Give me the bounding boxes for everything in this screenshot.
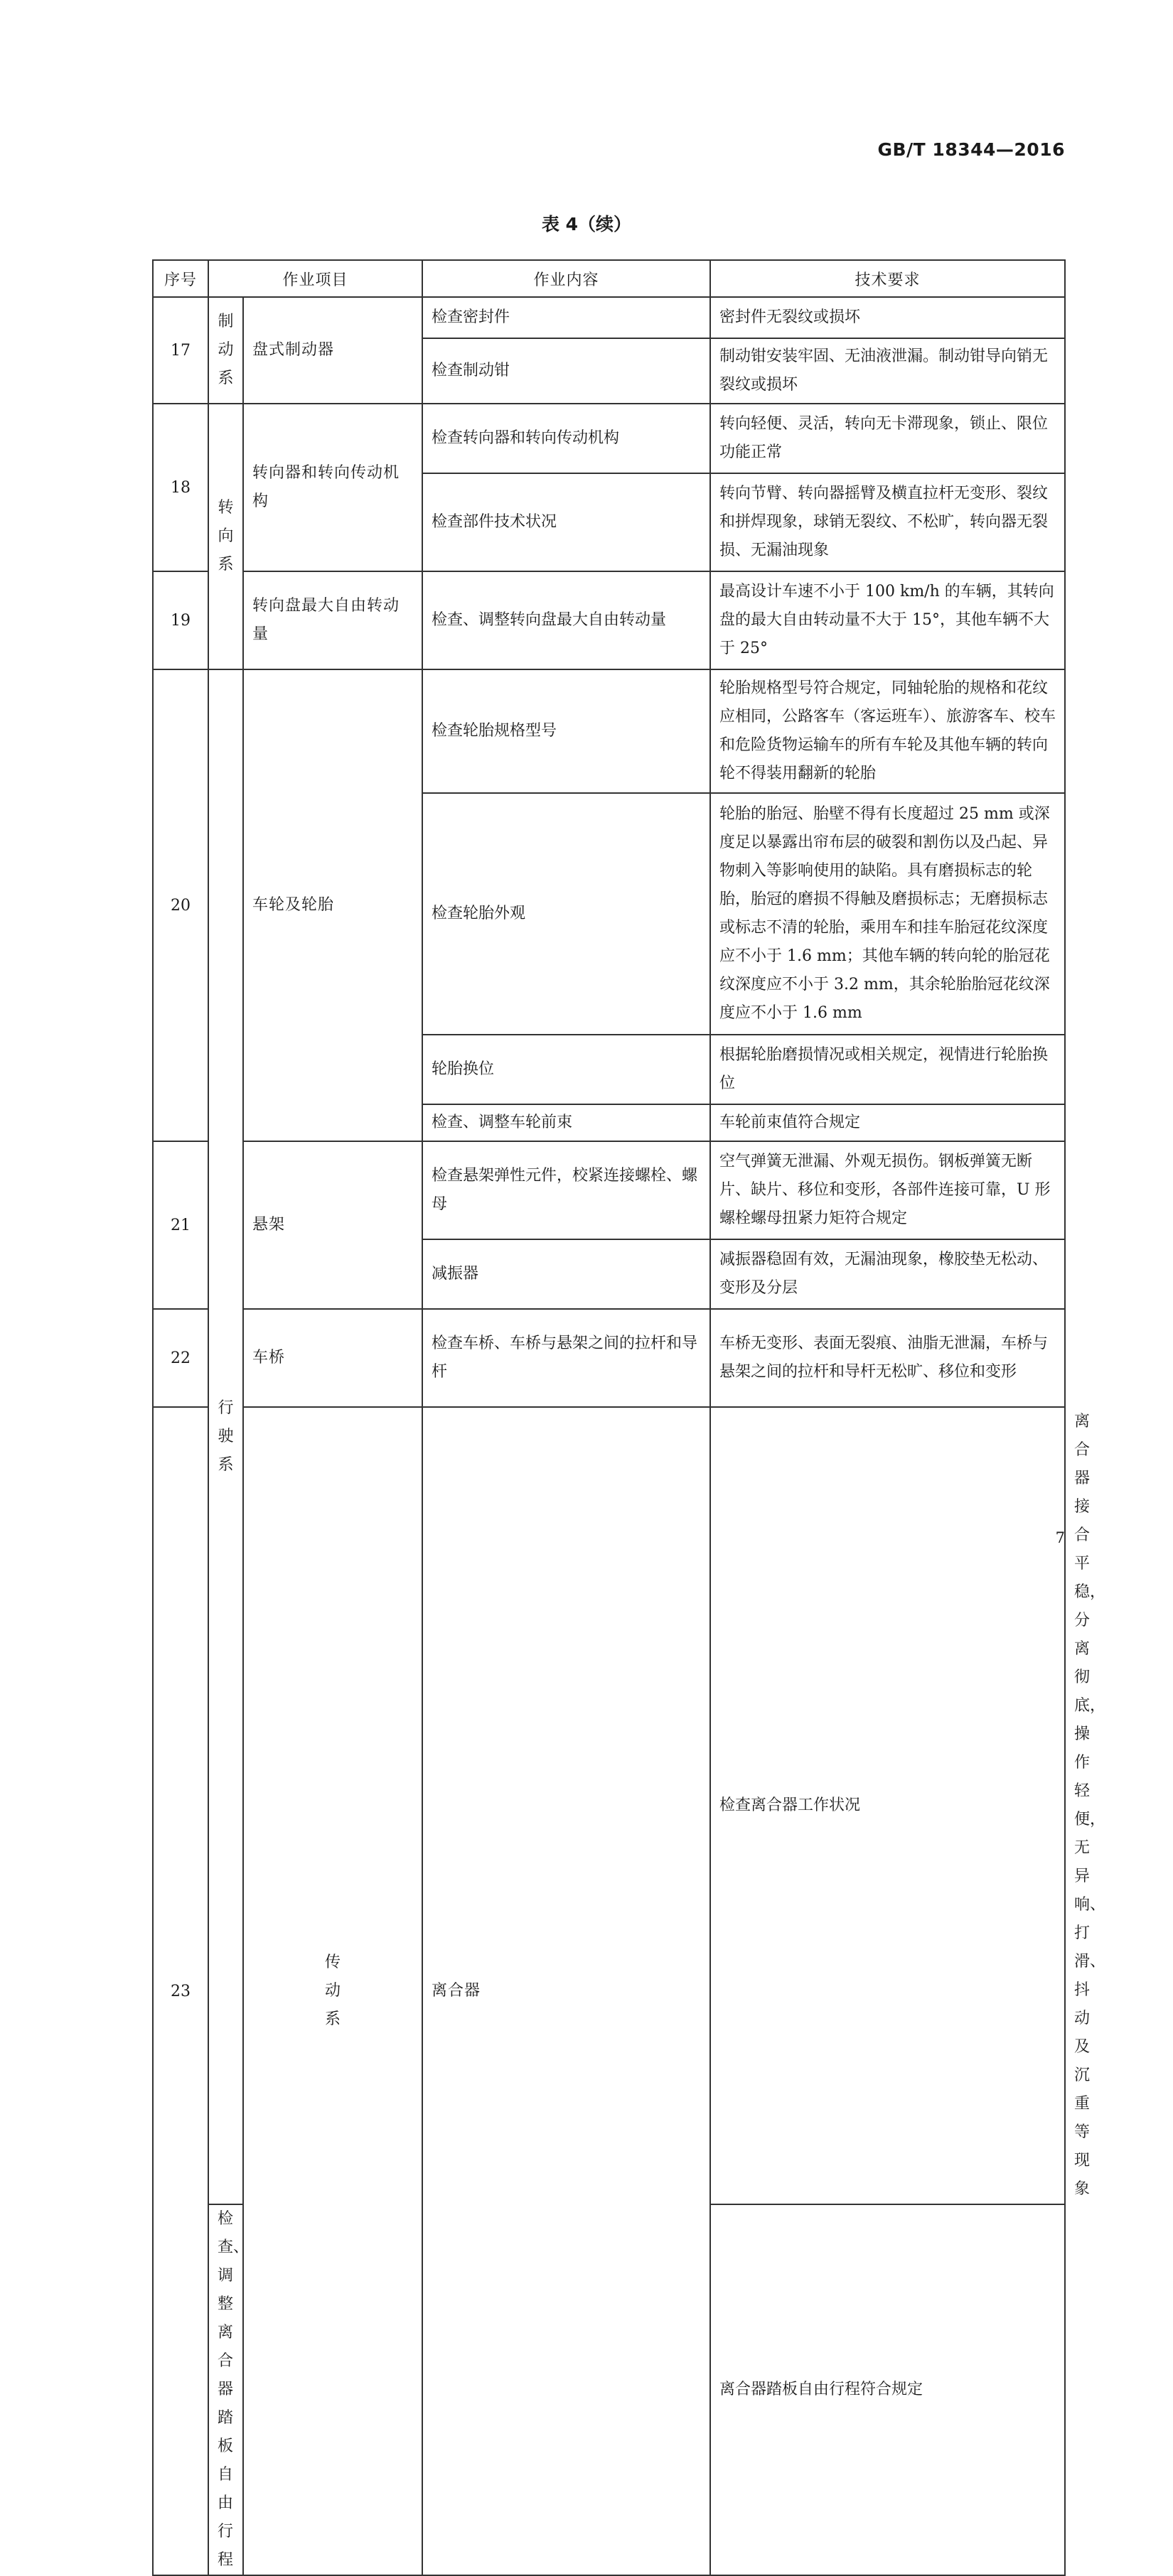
work-item: 盘式制动器 (243, 297, 422, 404)
work-item: 转向器和转向传动机构 (243, 404, 422, 571)
tech-requirement: 最高设计车速不小于 100 km/h 的车辆，其转向盘的最大自由转动量不大于 15°，其他车辆不大于 25° (710, 571, 1065, 669)
maintenance-table (152, 259, 1106, 2576)
system-brake: 制 动 系 (208, 297, 243, 404)
table-row (153, 297, 1065, 338)
page-number: 7 (1055, 1529, 1065, 1546)
row-number: 18 (153, 404, 208, 571)
system-steering: 转 向 系 (208, 404, 243, 669)
tech-requirement: 根据轮胎磨损情况或相关规定，视情进行轮胎换位 (710, 1035, 1065, 1104)
work-content: 检查部件技术状况 (422, 473, 710, 571)
work-content: 检查、调整离合器踏板自由行程 (208, 2204, 243, 2575)
tech-requirement: 离合器踏板自由行程符合规定 (710, 2204, 1065, 2575)
standard-code: GB/T 18344—2016 (877, 139, 1065, 160)
work-item: 转向盘最大自由转动量 (243, 571, 422, 669)
work-item: 离合器 (422, 1407, 710, 2575)
work-content: 减振器 (422, 1239, 710, 1309)
work-content: 检查、调整转向盘最大自由转动量 (422, 571, 710, 669)
row-number: 19 (153, 571, 208, 669)
row-number: 21 (153, 1141, 208, 1309)
row-number: 23 (153, 1407, 208, 2575)
work-content: 检查密封件 (422, 297, 710, 338)
header-requirement: 技术要求 (710, 260, 1065, 297)
table-row (153, 1141, 1065, 1239)
table-title: 表 4（续） (541, 214, 632, 235)
work-content: 检查车桥、车桥与悬架之间的拉杆和导杆 (422, 1309, 710, 1407)
work-item: 车桥 (243, 1309, 422, 1407)
work-item: 悬架 (243, 1141, 422, 1309)
tech-requirement: 空气弹簧无泄漏、外观无损伤。钢板弹簧无断片、缺片、移位和变形，各部件连接可靠，U 形螺栓螺母扭紧力矩符合规定 (710, 1141, 1065, 1239)
table-row (153, 571, 1065, 669)
table-row: 23 传 动 系 离合器 检查离合器工作状况 离合器接合平稳，分离彻底，操作轻便，无异响、打滑、抖动及沉重等现象 (153, 1407, 1065, 2204)
table-row (153, 404, 1065, 473)
row-number: 17 (153, 297, 208, 404)
tech-requirement: 轮胎的胎冠、胎壁不得有长度超过 25 mm 或深度足以暴露出帘布层的破裂和割伤以及凸起、异物刺入等影响使用的缺陷。具有磨损标志的轮胎，胎冠的磨损不得触及磨损标志；无磨损标志或标志不清的轮胎，乘用车和挂车胎冠花纹深度应不小于 1.6 mm；其他车辆的转向轮的胎冠花纹深度应不小于 3.2 mm，其余轮胎胎冠花纹深度应不小于 1.6 mm (710, 793, 1065, 1035)
table-header-row (153, 260, 1065, 297)
work-item: 车轮及轮胎 (243, 669, 422, 1141)
table-row (153, 669, 1065, 793)
work-content: 检查制动钳 (422, 338, 710, 404)
table-row (153, 1309, 1065, 1407)
work-content: 检查轮胎规格型号 (422, 669, 710, 793)
tech-requirement: 转向轻便、灵活，转向无卡滞现象，锁止、限位功能正常 (710, 404, 1065, 473)
tech-requirement: 密封件无裂纹或损坏 (710, 297, 1065, 338)
tech-requirement: 车轮前束值符合规定 (710, 1104, 1065, 1141)
work-content: 检查转向器和转向传动机构 (422, 404, 710, 473)
header-item: 作业项目 (208, 260, 422, 297)
work-content: 检查轮胎外观 (422, 793, 710, 1035)
work-content: 检查悬架弹性元件，校紧连接螺栓、螺母 (422, 1141, 710, 1239)
row-number: 22 (153, 1309, 208, 1407)
row-number: 20 (153, 669, 208, 1141)
tech-requirement: 转向节臂、转向器摇臂及横直拉杆无变形、裂纹和拼焊现象，球销无裂纹、不松旷，转向器无裂损、无漏油现象 (710, 473, 1065, 571)
header-content: 作业内容 (422, 260, 710, 297)
system-transmission: 传 动 系 (243, 1407, 422, 2575)
tech-requirement: 制动钳安装牢固、无油液泄漏。制动钳导向销无裂纹或损坏 (710, 338, 1065, 404)
tech-requirement: 轮胎规格型号符合规定，同轴轮胎的规格和花纹应相同，公路客车（客运班车）、旅游客车、校车和危险货物运输车的所有车轮及其他车辆的转向轮不得装用翻新的轮胎 (710, 669, 1065, 793)
work-content: 检查、调整车轮前束 (422, 1104, 710, 1141)
tech-requirement: 减振器稳固有效，无漏油现象，橡胶垫无松动、变形及分层 (710, 1239, 1065, 1309)
work-content: 检查离合器工作状况 (710, 1407, 1065, 2204)
tech-requirement: 车桥无变形、表面无裂痕、油脂无泄漏，车桥与悬架之间的拉杆和导杆无松旷、移位和变形 (710, 1309, 1065, 1407)
header-no: 序号 (153, 260, 208, 297)
system-running: 行 驶 系 (208, 669, 243, 2204)
work-content: 轮胎换位 (422, 1035, 710, 1104)
